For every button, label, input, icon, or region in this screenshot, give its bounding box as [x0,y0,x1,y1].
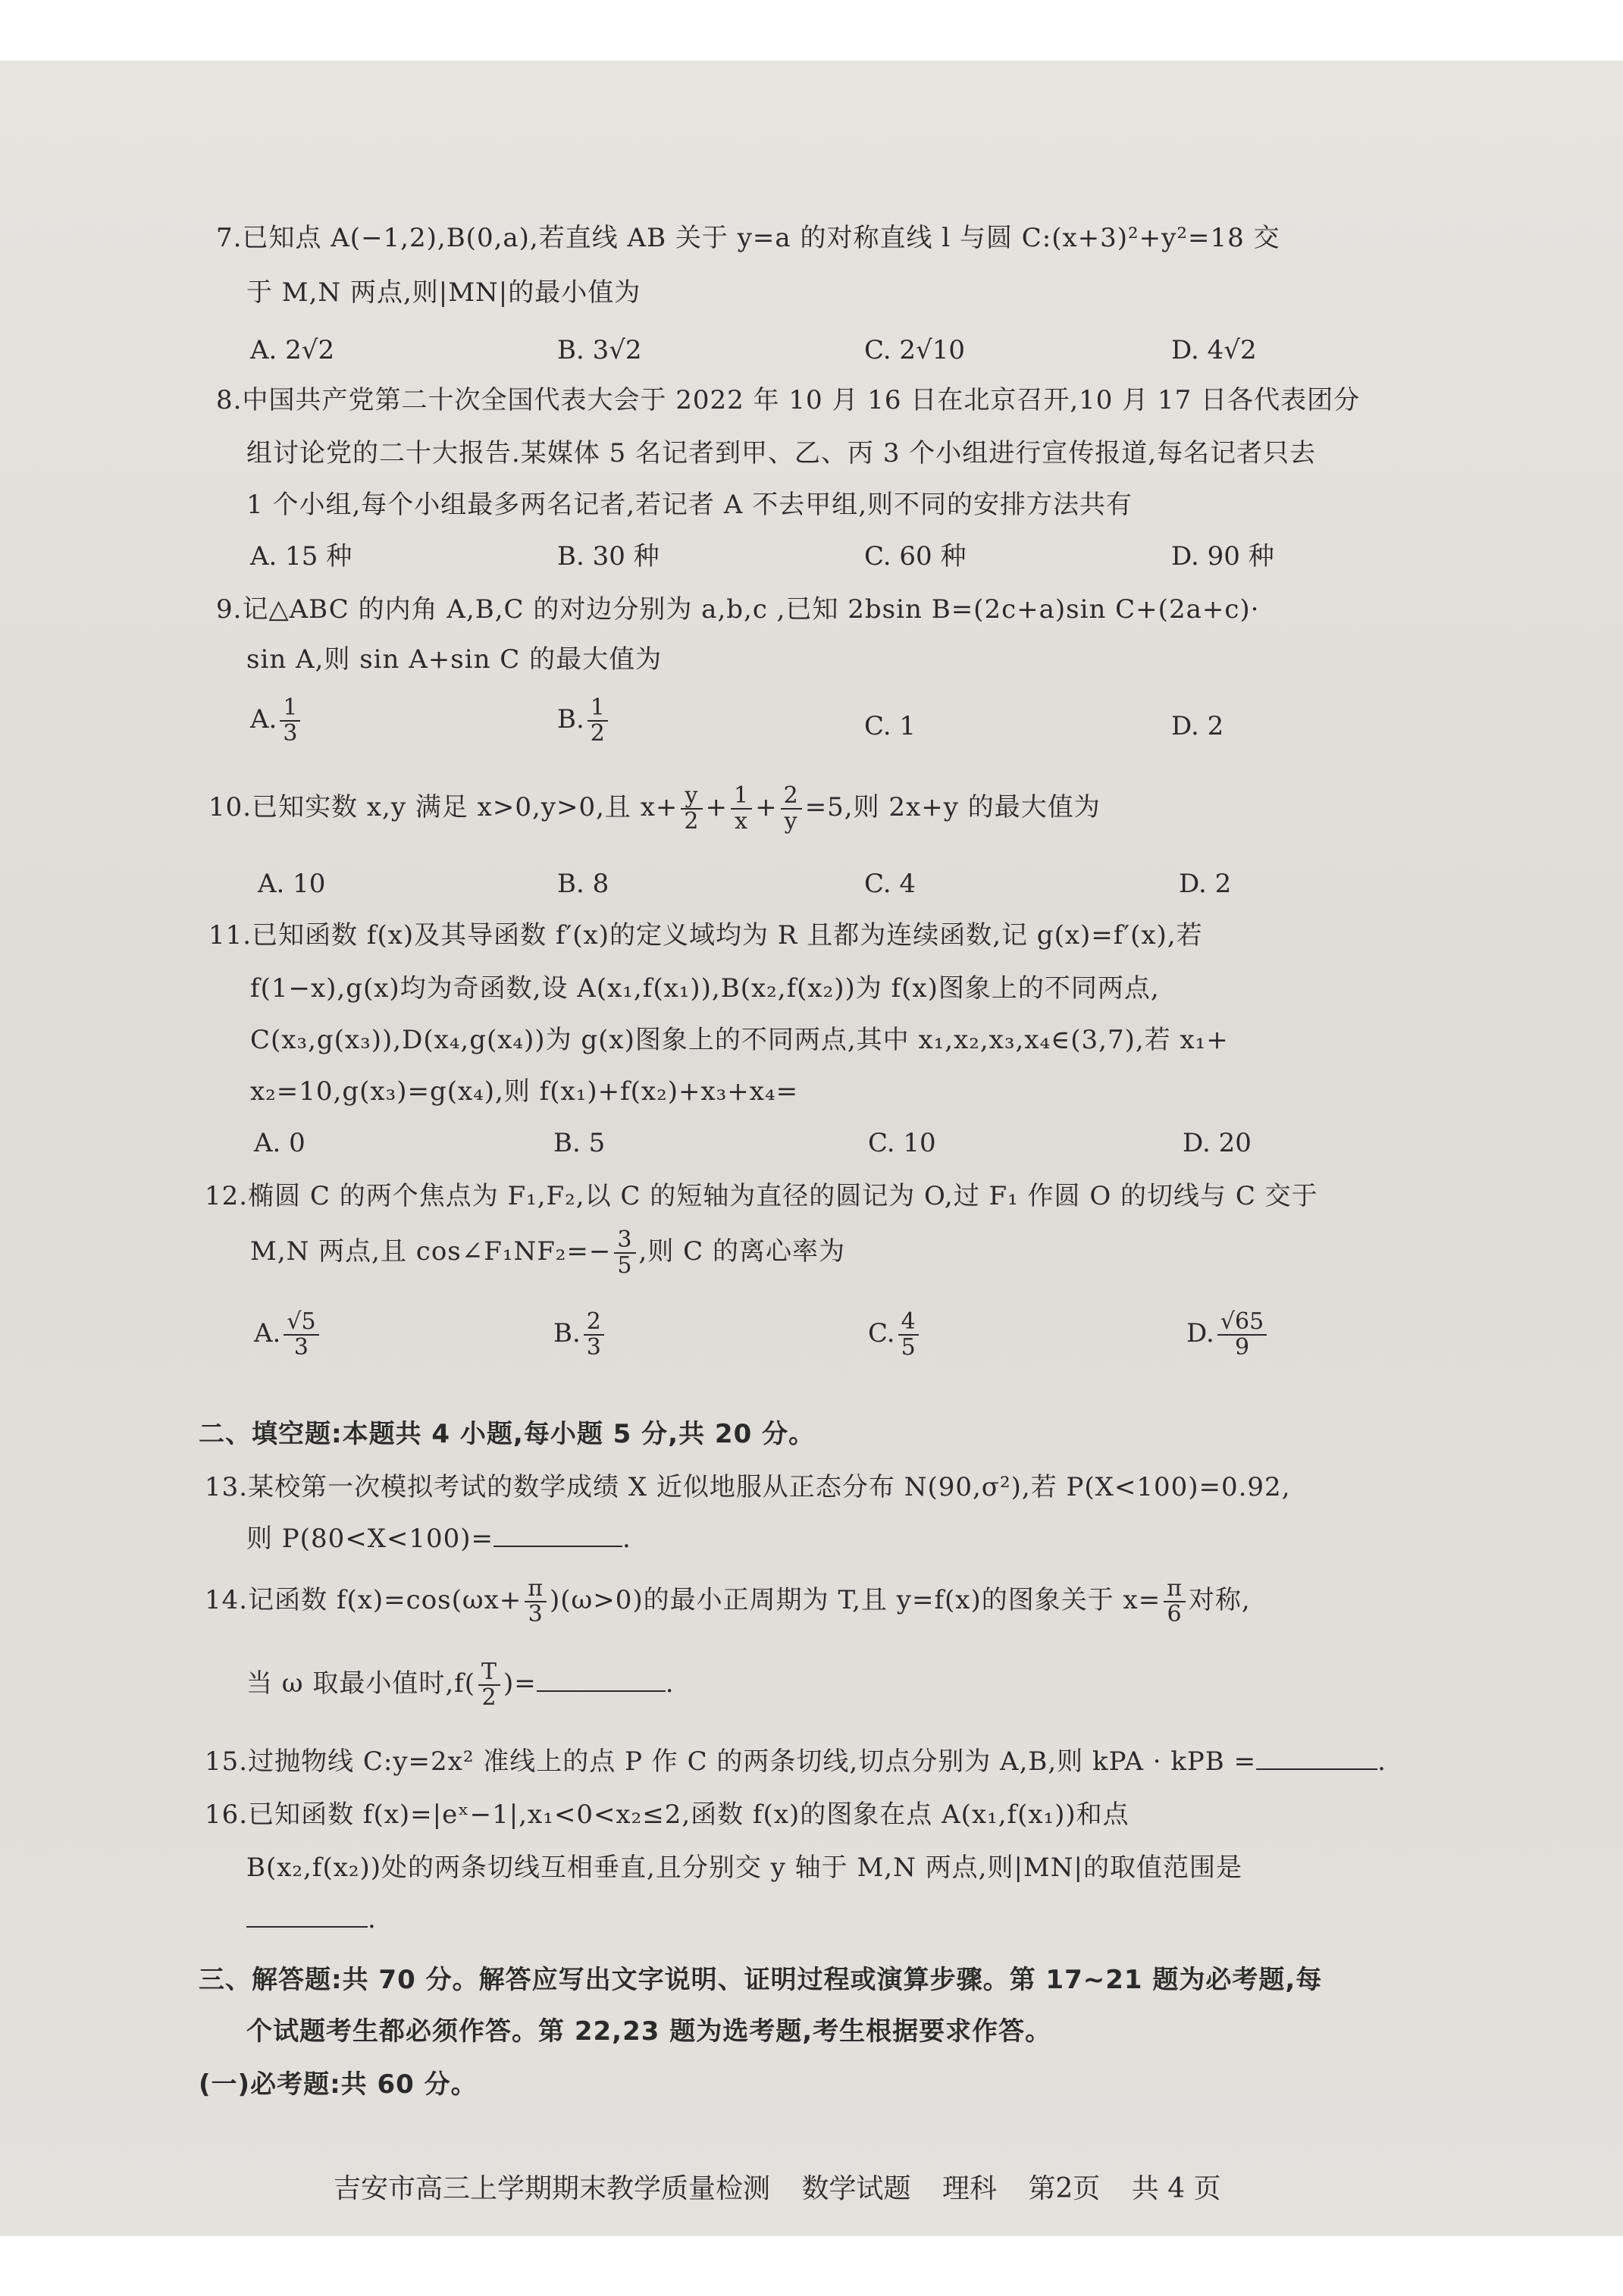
section-3-heading-line-1: 三、解答题:共 70 分。解答应写出文字说明、证明过程或演算步骤。第 17~21 题为必考题,每 [199,1965,1323,1995]
fraction [614,1228,635,1278]
numerator: 2 [781,784,802,810]
answer-blank[interactable] [537,1668,666,1692]
option-a: A. 2√2 [250,335,335,365]
numerator: 1 [280,696,300,722]
option-b-label: B. [553,1318,581,1348]
option-c: C. 10 [868,1128,936,1158]
numerator: √65 [1217,1310,1267,1336]
fraction-1-over-x [731,784,752,834]
question-12-line-2 [250,1228,845,1289]
option-d [1186,1310,1270,1360]
question-11-line-1: 11.已知函数 f(x)及其导函数 f′(x)的定义域均为 R 且都为连续函数,记 g(x)=f′(x),若 [208,920,1203,951]
question-11-line-3: C(x₃,g(x₃)),D(x₄,g(x₄))为 g(x)图象上的不同两点,其中 x₁,x₂,x₃,x₄∈(3,7),若 x₁+ [250,1025,1229,1055]
denominator: 5 [901,1334,916,1361]
option-a: A. 15 种 [250,541,352,572]
question-7-line-2: 于 M,N 两点,则|MN|的最小值为 [246,277,641,308]
q14-prefix: 14.记函数 f(x)=cos [205,1585,452,1615]
question-16-line-1: 16.已知函数 f(x)=|eˣ−1|,x₁<0<x₂≤2,函数 f(x)的图象在点 A(x₁,f(x₁))和点 [205,1800,1130,1830]
option-a-label: A. [250,704,277,735]
denominator: x [735,808,748,835]
plus-sign: + [705,792,728,822]
q10-prefix: 10.已知实数 x,y 满足 x>0,y>0,且 x+ [208,792,678,822]
denominator: 3 [293,1334,309,1361]
fraction-pi-over-6 [1164,1577,1186,1627]
numerator: 3 [614,1228,635,1254]
fraction [898,1310,919,1360]
option-b-label: B. [557,704,584,735]
q14-paren-open: (ωx+ [451,1585,522,1615]
q16-end: . [368,1904,377,1934]
denominator: 3 [283,720,298,747]
question-11-line-2: f(1−x),g(x)均为奇函数,设 A(x₁,f(x₁)),B(x₂,f(x₂))为 f(x)图象上的不同两点, [250,973,1160,1004]
question-13-line-2 [246,1521,631,1557]
section-3-heading-line-2: 个试题考生都必须作答。第 22,23 题为选考题,考生根据要求作答。 [246,2016,1052,2047]
q10-suffix: =5,则 2x+y 的最大值为 [804,792,1101,822]
exam-sheet [0,61,1623,2236]
denominator: 3 [586,1334,601,1361]
q12-prefix: M,N 两点,且 cos∠F₁NF₂=− [250,1236,612,1267]
option-b [557,696,611,746]
numerator: y [681,784,702,810]
option-b: B. 30 种 [557,541,660,572]
fraction-t-over-2 [478,1660,500,1710]
option-b: B. 3√2 [557,335,642,365]
q14-suffix: 对称, [1188,1585,1251,1615]
page-total: 共 4 页 [1131,2173,1221,2204]
denominator: y [784,808,798,835]
q14-equals: = [514,1668,537,1699]
denominator: 5 [617,1252,633,1279]
numerator: 2 [584,1310,604,1336]
fraction [587,696,608,746]
option-d: D. 90 种 [1171,541,1274,572]
q12-suffix: ,则 C 的离心率为 [638,1236,845,1267]
option-d-label: D. [1186,1318,1214,1348]
denominator: 2 [590,720,605,747]
question-15-line [205,1743,1386,1780]
question-8-line-2: 组讨论党的二十大报告.某媒体 5 名记者到甲、乙、丙 3 个小组进行宣传报道,每名记者只去 [246,438,1317,468]
question-11-line-4: x₂=10,g(x₃)=g(x₄),则 f(x₁)+f(x₂)+x₃+x₄= [250,1076,799,1107]
option-c: C. 2√10 [864,335,965,365]
option-a [250,696,303,746]
question-13-line-1: 13.某校第一次模拟考试的数学成绩 X 近似地服从正态分布 N(90,σ²),若 P(X<100)=0.92, [205,1472,1291,1502]
fraction-pi-over-3 [525,1577,547,1627]
question-8-line-1: 8.中国共产党第二十次全国代表大会于 2022 年 10 月 16 日在北京召开,10 月 17 日各代表团分 [216,385,1361,415]
question-10-line [208,784,1101,844]
numerator: T [478,1660,500,1686]
plus-sign: + [755,792,778,822]
option-c: C. 60 种 [864,541,967,572]
numerator: π [525,1577,547,1602]
option-b [553,1310,607,1360]
numerator: π [1164,1577,1186,1602]
option-b: B. 5 [553,1128,606,1158]
option-b: B. 8 [557,869,609,899]
q14-line2-prefix: 当 ω 取最小值时,f [246,1668,465,1699]
question-8-line-3: 1 个小组,每个小组最多两名记者,若记者 A 不去甲组,则不同的安排方法共有 [246,490,1133,520]
numerator: 1 [587,696,608,722]
fraction [1217,1310,1267,1360]
option-c: C. 4 [864,869,916,899]
page-footer [334,2171,1244,2207]
question-14-line-1 [205,1577,1251,1637]
question-7-line-1: 7.已知点 A(−1,2),B(0,a),若直线 AB 关于 y=a 的对称直线 l 与圆 C:(x+3)²+y²=18 交 [216,223,1280,253]
numerator: 1 [731,784,752,810]
answer-blank[interactable] [493,1523,622,1547]
page-number: 第2页 [1028,2173,1101,2204]
section-2-heading: 二、填空题:本题共 4 小题,每小题 5 分,共 20 分。 [199,1419,816,1449]
option-a: A. 0 [254,1128,305,1158]
option-d: D. 20 [1183,1128,1252,1158]
q13-text: 则 P(80<X<100)= [246,1524,494,1554]
fraction [284,1310,318,1360]
q15-text: 15.过抛物线 C:y=2x² 准线上的点 P 作 C 的两条切线,切点分别为 A,B,则 kPA · kPB = [205,1746,1257,1777]
option-d: D. 2 [1179,869,1232,899]
question-14-line-2: 当 ω 取最小值时,f( $\frac{T}{2}$ )= . [246,1659,675,1711]
q15-end: . [1377,1746,1386,1777]
numerator: √5 [284,1310,318,1336]
option-a [254,1310,322,1360]
question-16-line-3 [246,1901,377,1937]
q13-end: . [622,1524,631,1554]
option-c: C. 1 [864,711,916,741]
fraction [584,1310,604,1360]
option-a: A. 10 [258,869,326,899]
required-questions-heading: (一)必考题:共 60 分。 [199,2069,478,2100]
exam-subject: 数学试题 [801,2173,911,2204]
exam-track: 理科 [942,2173,997,2204]
option-c [868,1310,922,1360]
denominator: 2 [481,1684,497,1711]
answer-blank[interactable] [246,1903,368,1928]
question-12-line-1: 12.椭圆 C 的两个焦点为 F₁,F₂,以 C 的短轴为直径的圆记为 O,过 F₁ 作圆 O 的切线与 C 交于 [205,1181,1318,1211]
question-16-line-2: B(x₂,f(x₂))处的两条切线互相垂直,且分别交 y 轴于 M,N 两点,则|MN|的取值范围是 [246,1853,1242,1883]
option-d: D. 4√2 [1171,335,1257,365]
option-d: D. 2 [1171,711,1224,741]
denominator: 9 [1234,1334,1250,1361]
answer-blank[interactable] [1256,1746,1377,1770]
option-a-label: A. [254,1318,281,1348]
fraction-2-over-y [781,784,802,834]
q14-middle: )(ω>0)的最小正周期为 T,且 y=f(x)的图象关于 x= [550,1585,1161,1615]
denominator: 2 [684,808,700,835]
question-9-line-2: sin A,则 sin A+sin C 的最大值为 [246,644,663,675]
numerator: 4 [898,1310,919,1336]
question-9-line-1: 9.记△ABC 的内角 A,B,C 的对边分别为 a,b,c ,已知 2bsin B=(2c+a)sin C+(2a+c)· [216,594,1260,625]
fraction [280,696,300,746]
denominator: 6 [1167,1601,1183,1627]
fraction-y-over-2 [681,784,702,834]
denominator: 3 [528,1601,544,1627]
exam-title: 吉安市高三上学期期末教学质量检测 [334,2173,771,2204]
q14-end: . [665,1668,675,1699]
option-c-label: C. [868,1318,895,1348]
